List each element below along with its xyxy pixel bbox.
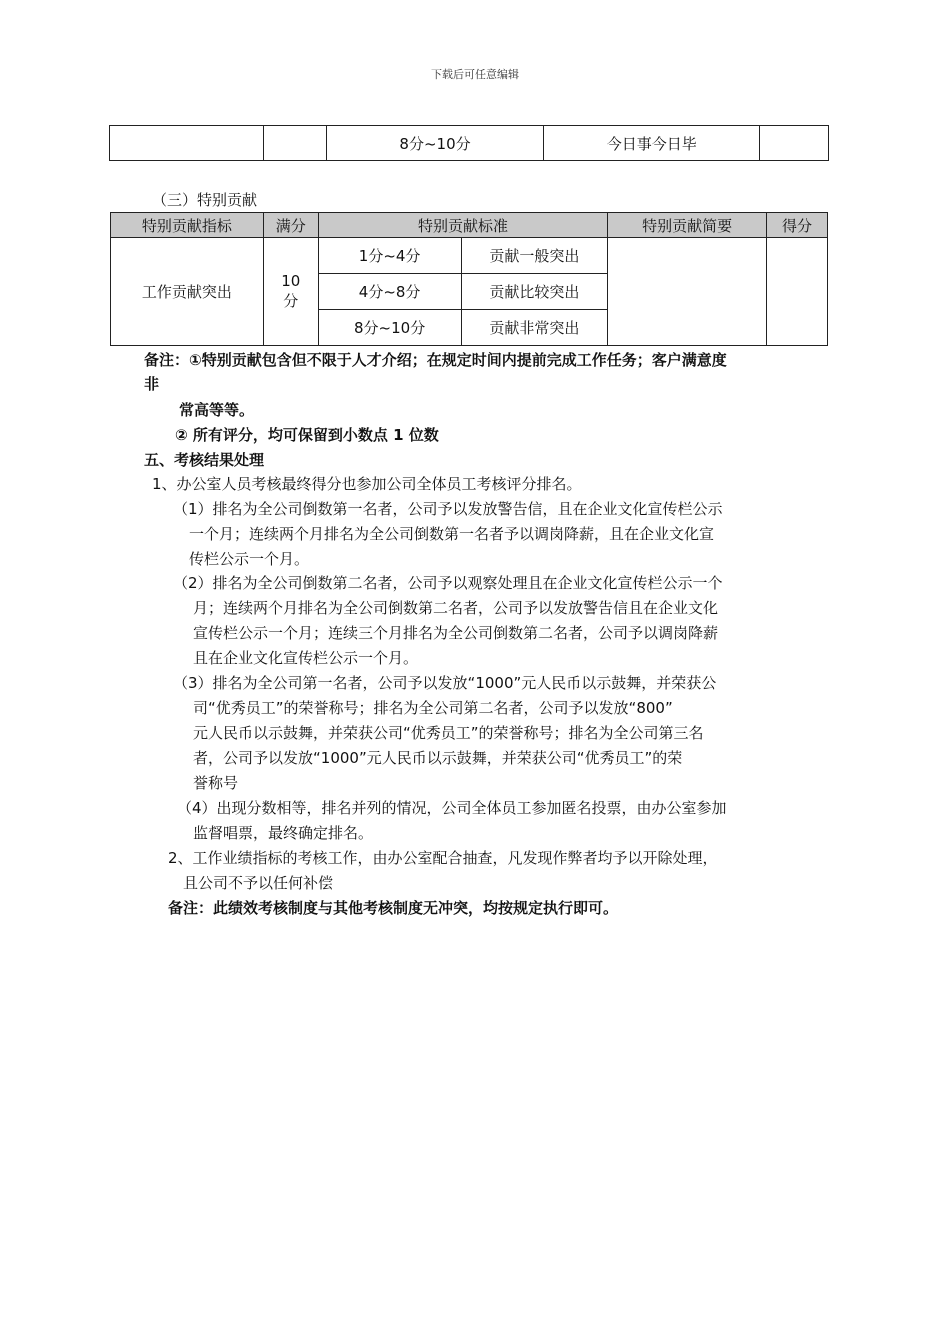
table-row bbox=[111, 238, 828, 274]
full-score-unit: 分 bbox=[283, 292, 299, 310]
range-cell: 4分~8分 bbox=[318, 274, 461, 310]
table-cell: 今日事今日毕 bbox=[544, 126, 760, 161]
summary-cell bbox=[608, 238, 767, 346]
col-header: 特别贡献指标 bbox=[111, 213, 264, 238]
list-item-cont: 司“优秀员工”的荣誉称号；排名为全公司第二名者，公司予以发放“800” bbox=[193, 699, 673, 717]
list-item-cont: 誉称号 bbox=[193, 774, 239, 792]
list-item-cont: 元人民币以示鼓舞，并荣获公司“优秀员工”的荣誉称号；排名为全公司第三名 bbox=[193, 724, 704, 742]
col-header: 满分 bbox=[263, 213, 318, 238]
table-row bbox=[110, 126, 829, 161]
list-item-cont: 监督唱票，最终确定排名。 bbox=[193, 824, 374, 842]
list-item-cont: 且在企业文化宣传栏公示一个月。 bbox=[193, 649, 419, 667]
desc-cell: 贡献比较突出 bbox=[461, 274, 608, 310]
list-item: （3）排名为全公司第一名者，公司予以发放“1000”元人民币以示鼓舞，并荣获公 bbox=[173, 674, 717, 692]
list-item: （4）出现分数相等，排名并列的情况，公司全体员工参加匿名投票，由办公室参加 bbox=[177, 799, 727, 817]
desc-cell: 贡献一般突出 bbox=[461, 238, 608, 274]
section-label: （三）特别贡献 bbox=[152, 191, 258, 209]
note-1-end: 常高等等。 bbox=[179, 401, 255, 419]
full-score-cell bbox=[263, 238, 318, 346]
list-item-cont: 传栏公示一个月。 bbox=[189, 550, 310, 568]
paragraph-cont: 且公司不予以任何补偿 bbox=[183, 874, 334, 892]
list-item: （1）排名为全公司倒数第一名者，公司予以发放警告信，且在企业文化宣传栏公示 bbox=[173, 500, 723, 518]
indicator-cell: 工作贡献突出 bbox=[111, 238, 264, 346]
table-cell bbox=[760, 126, 829, 161]
col-header: 得分 bbox=[767, 213, 828, 238]
table-cell: 8分~10分 bbox=[326, 126, 544, 161]
desc-cell: 贡献非常突出 bbox=[461, 310, 608, 346]
paragraph: 2、工作业绩指标的考核工作，由办公室配合抽查，凡发现作弊者均予以开除处理， bbox=[168, 849, 718, 867]
table-cell bbox=[110, 126, 264, 161]
paragraph: 1、办公室人员考核最终得分也参加公司全体员工考核评分排名。 bbox=[152, 475, 582, 493]
full-score-number: 10 bbox=[281, 272, 301, 290]
page-header: 下载后可任意编辑 bbox=[431, 68, 519, 81]
list-item-cont: 宣传栏公示一个月；连续三个月排名为全公司倒数第二名者，公司予以调岗降薪 bbox=[193, 624, 719, 642]
note-2: ② 所有评分，均可保留到小数点 1 位数 bbox=[175, 426, 439, 444]
list-item: （2）排名为全公司倒数第二名者，公司予以观察处理且在企业文化宣传栏公示一个 bbox=[173, 574, 723, 592]
special-contribution-table bbox=[110, 212, 828, 346]
col-header: 特别贡献标准 bbox=[318, 213, 608, 238]
score-table-continued bbox=[109, 125, 829, 161]
table-header-row bbox=[111, 213, 828, 238]
final-note: 备注：此绩效考核制度与其他考核制度无冲突，均按规定执行即可。 bbox=[168, 899, 619, 917]
list-item-cont: 一个月；连续两个月排名为全公司倒数第一名者予以调岗降薪，且在企业文化宣 bbox=[189, 525, 715, 543]
note-1-cont: 非 bbox=[144, 375, 160, 393]
range-cell: 8分~10分 bbox=[318, 310, 461, 346]
col-header: 特别贡献简要 bbox=[608, 213, 767, 238]
range-cell: 1分~4分 bbox=[318, 238, 461, 274]
list-item-cont: 者，公司予以发放“1000”元人民币以示鼓舞，并荣获公司“优秀员工”的荣 bbox=[193, 749, 683, 767]
table-cell bbox=[263, 126, 326, 161]
list-item-cont: 月；连续两个月排名为全公司倒数第二名者，公司予以发放警告信且在企业文化 bbox=[193, 599, 719, 617]
section-title: 五、考核结果处理 bbox=[144, 451, 265, 469]
score-cell bbox=[767, 238, 828, 346]
note-1: 备注：①特别贡献包含但不限于人才介绍；在规定时间内提前完成工作任务；客户满意度 bbox=[144, 351, 727, 369]
